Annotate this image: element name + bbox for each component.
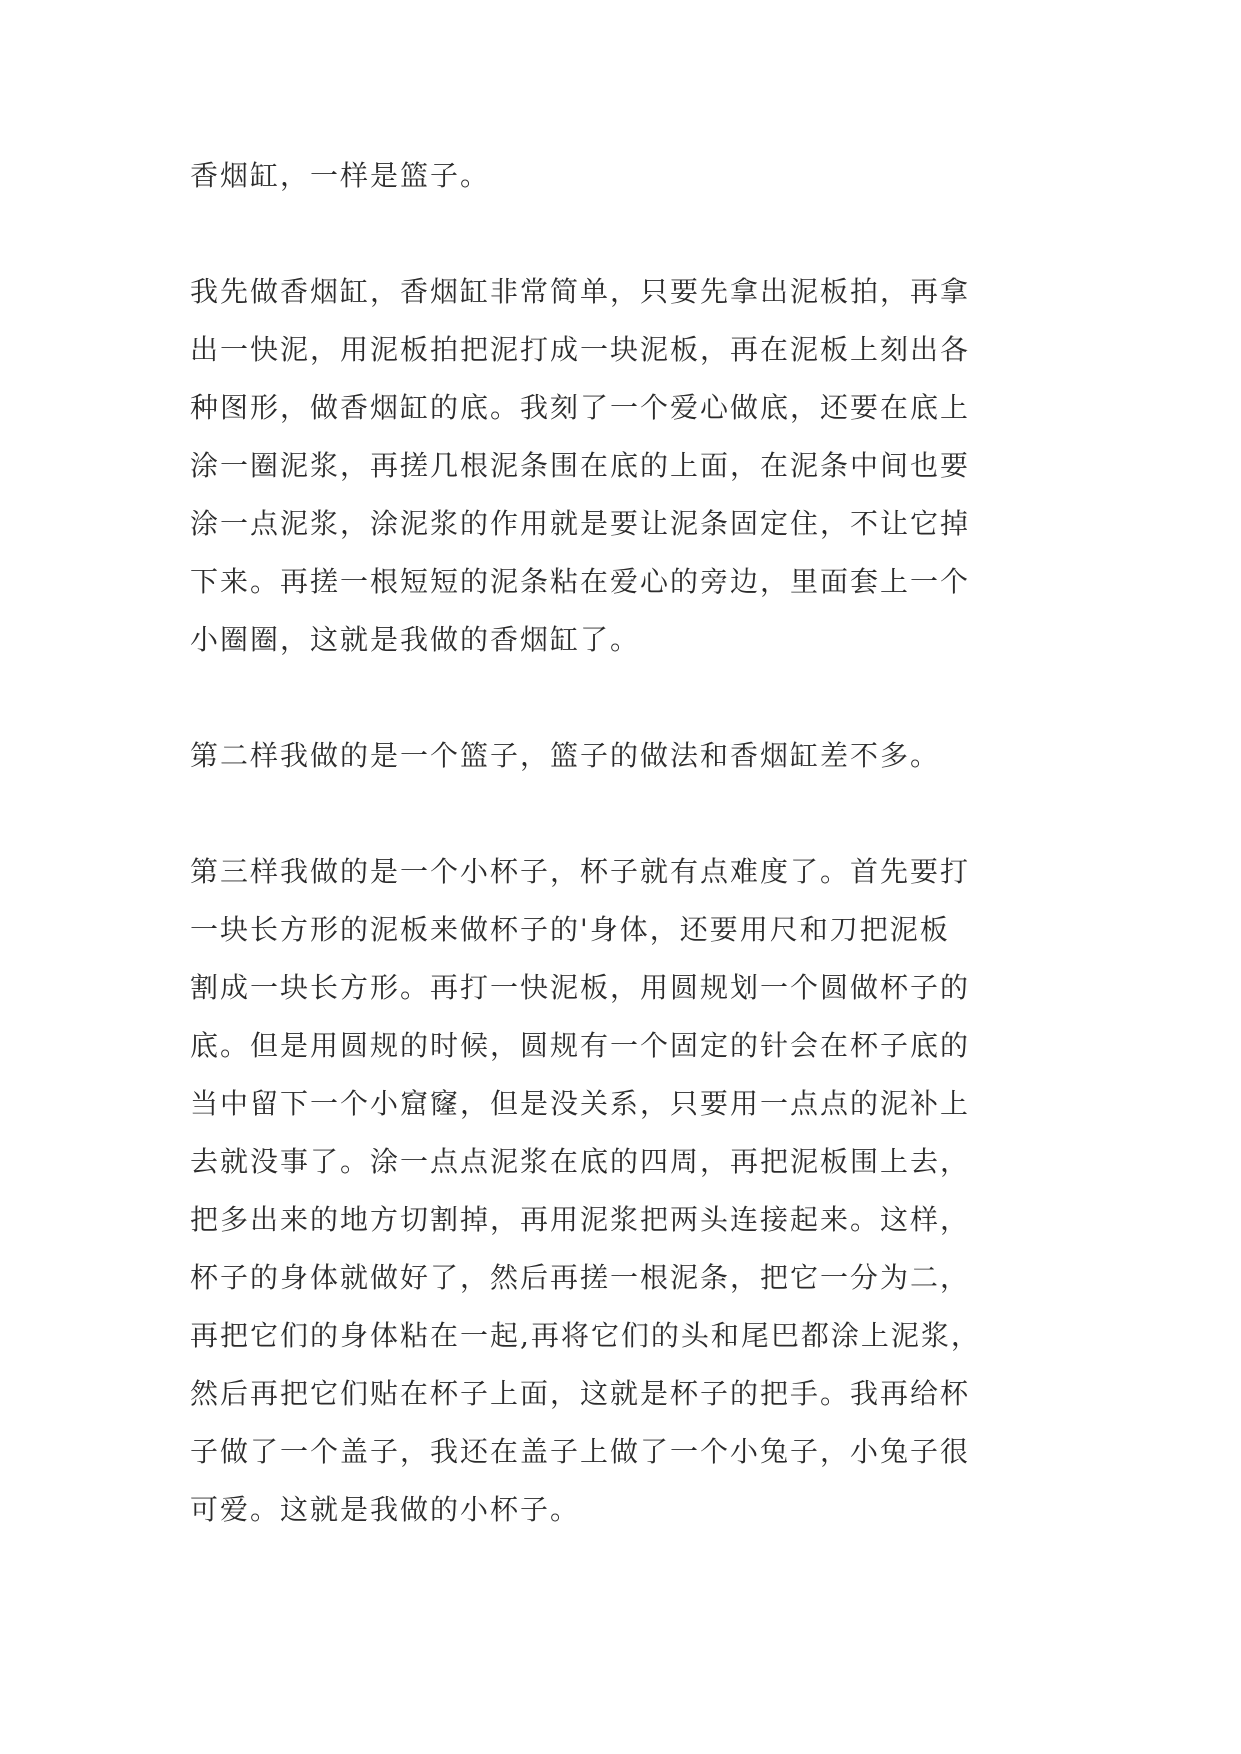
- text-line: 可爱。这就是我做的小杯子。: [190, 1493, 581, 1526]
- text-line: 底。但是用圆规的时候，圆规有一个固定的针会在杯子底的: [190, 1029, 971, 1062]
- paragraph-gap: [190, 213, 1060, 271]
- text-line: 我先做香烟缸，香烟缸非常简单，只要先拿出泥板拍，再拿: [190, 275, 971, 308]
- text-line: 涂一点泥浆，涂泥浆的作用就是要让泥条固定住，不让它掉: [190, 507, 971, 540]
- text-line: 当中留下一个小窟窿，但是没关系，只要用一点点的泥补上: [190, 1087, 971, 1120]
- text-line: 下来。再搓一根短短的泥条粘在爱心的旁边，里面套上一个: [190, 565, 971, 598]
- text-line: 出一快泥，用泥板拍把泥打成一块泥板，再在泥板上刻出各: [190, 333, 971, 366]
- paragraph-4: [190, 851, 1060, 1531]
- text-line: 一块长方形的泥板来做杯子的'身体，还要用尺和刀把泥板: [190, 913, 950, 946]
- text-line: 割成一块长方形。再打一快泥板，用圆规划一个圆做杯子的: [190, 971, 971, 1004]
- text-line: 小圈圈，这就是我做的香烟缸了。: [190, 623, 641, 656]
- text-line: 再把它们的身体粘在一起,再将它们的头和尾巴都涂上泥浆，: [190, 1319, 981, 1352]
- document-body: [190, 155, 1060, 1547]
- text-line: 第三样我做的是一个小杯子，杯子就有点难度了。首先要打: [190, 855, 971, 888]
- text-line: 然后再把它们贴在杯子上面，这就是杯子的把手。我再给杯: [190, 1377, 971, 1410]
- text-line: 去就没事了。涂一点点泥浆在底的四周，再把泥板围上去，: [190, 1145, 971, 1178]
- text-line: 把多出来的地方切割掉，再用泥浆把两头连接起来。这样，: [190, 1203, 971, 1236]
- text-line: 杯子的身体就做好了，然后再搓一根泥条，把它一分为二，: [190, 1261, 971, 1294]
- text-line: 香烟缸，一样是篮子。: [190, 159, 491, 192]
- paragraph-gap: [190, 793, 1060, 851]
- paragraph-1: [190, 155, 1060, 197]
- text-line: 种图形，做香烟缸的底。我刻了一个爱心做底，还要在底上: [190, 391, 971, 424]
- text-line: 涂一圈泥浆，再搓几根泥条围在底的上面，在泥条中间也要: [190, 449, 971, 482]
- paragraph-gap: [190, 677, 1060, 735]
- paragraph-3: [190, 735, 1060, 777]
- text-line: 第二样我做的是一个篮子，篮子的做法和香烟缸差不多。: [190, 739, 941, 772]
- text-line: 子做了一个盖子，我还在盖子上做了一个小兔子，小兔子很: [190, 1435, 971, 1468]
- paragraph-2: [190, 271, 1060, 661]
